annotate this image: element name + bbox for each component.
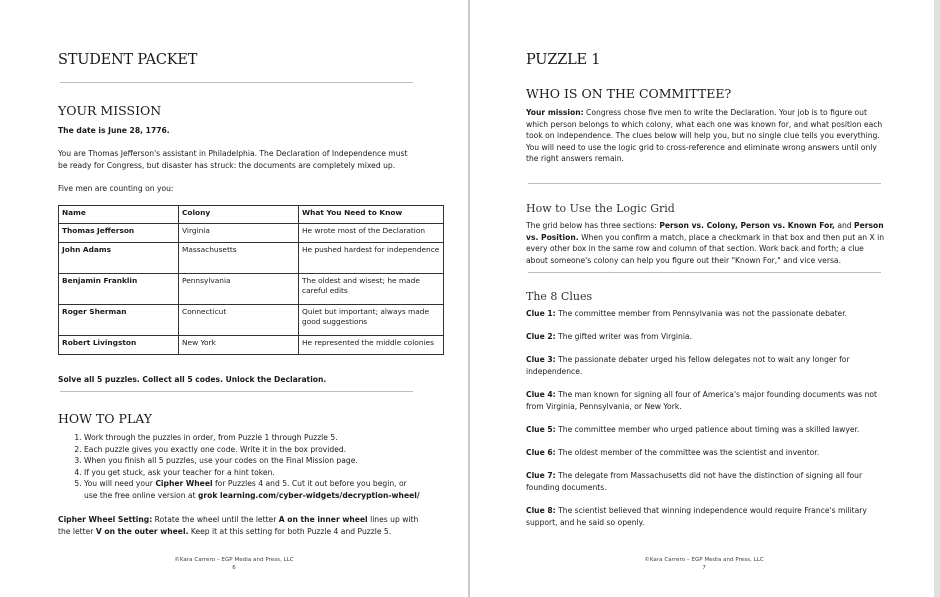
divider [60, 82, 413, 83]
list-item: 5. You will need your Cipher Wheel for Puzzles 4 and 5. Cut it out before you begin, or use the free online version at grok learning.com/cyber-widgets/decryption-wheel/ [84, 478, 420, 501]
list-item: 4. If you get stuck, ask your teacher for a hint token. [84, 467, 420, 479]
clue-3: Clue 3: The passionate debater urged his fellow delegates not to wait any longer for independence. [526, 355, 850, 376]
mission-heading: YOUR MISSION [58, 103, 162, 118]
clue-4: Clue 4: The man known for signing all four of America's major founding documents was not from Virginia, Pennsylvania, or New York. [526, 390, 878, 411]
packet-title: STUDENT PACKET [58, 52, 198, 68]
table-cell: He represented the middle colonies [299, 336, 444, 355]
howto-heading: HOW TO PLAY [58, 411, 153, 426]
table-row [59, 336, 444, 355]
clue-5: Clue 5: The committee member who urged patience about timing was a skilled lawyer. [526, 425, 860, 434]
list-item: 3. When you finish all 5 puzzles, use your codes on the Final Mission page. [84, 455, 420, 467]
clue-2: Clue 2: The gifted writer was from Virginia. [526, 332, 693, 341]
cipher-wheel-setting: Cipher Wheel Setting: Rotate the wheel until the letter A on the inner wheel lines up with the letter V on the outer wheel. Keep it at this setting for both Puzzle 4 and Puzzle 5. [58, 515, 419, 536]
table-cell: New York [179, 336, 299, 355]
clue-6: Clue 6: The oldest member of the committee was the scientist and inventor. [526, 448, 820, 457]
page-footer: ©Kara Carrero – EGP Media and Press, LLC [174, 557, 294, 563]
table-row [59, 274, 444, 305]
divider [528, 183, 881, 184]
committee-table [58, 205, 444, 355]
divider [528, 272, 881, 273]
table-row [59, 305, 444, 336]
table-cell: Pennsylvania [179, 274, 299, 305]
table-cell: Quiet but important; always made good suggestions [299, 305, 444, 336]
table-cell: Connecticut [179, 305, 299, 336]
list-item: 2. Each puzzle gives you exactly one code. Write it in the box provided. [84, 444, 420, 456]
decryption-wheel-link[interactable]: grok learning.com/cyber-widgets/decryption-wheel/ [197, 490, 420, 500]
table-cell: Benjamin Franklin [59, 274, 179, 305]
page-footer: ©Kara Carrero – EGP Media and Press, LLC [644, 557, 764, 563]
puzzle-title: PUZZLE 1 [526, 52, 601, 68]
table-cell: Virginia [179, 224, 299, 243]
clue-8: Clue 8: The scientist believed that winning independence would require France's military support, and he said so openly. [526, 506, 867, 527]
howto-steps [58, 432, 420, 502]
grid-instructions: The grid below has three sections: Person vs. Colony, Person vs. Known For, and Person vs. Position. When you confirm a match, place a checkmark in that box and then put an X in every other box in the same row and column of that section. Work back and forth; a clue about someone's colony can help you figure out their "Known For," and vice versa. [526, 221, 885, 265]
table-header: What You Need to Know [299, 206, 444, 224]
page-number: 7 [702, 565, 706, 571]
table-cell: Roger Sherman [59, 305, 179, 336]
table-row [59, 224, 444, 243]
divider [60, 391, 413, 392]
table-header: Name [59, 206, 179, 224]
mission-intro: You are Thomas Jefferson's assistant in Philadelphia. The Declaration of Independence must be ready for Congress, but disaster has struck: the documents are completely mixed up. [58, 149, 408, 170]
puzzle-subtitle: WHO IS ON THE COMMITTEE? [526, 86, 732, 101]
page-number: 6 [232, 565, 236, 571]
table-cell: Massachusetts [179, 243, 299, 274]
clue-1: Clue 1: The committee member from Pennsylvania was not the passionate debater. [526, 309, 848, 318]
table-cell: Thomas Jefferson [59, 224, 179, 243]
table-cell: The oldest and wisest; he made careful edits [299, 274, 444, 305]
page-left [0, 0, 468, 597]
puzzle-mission: Your mission: Congress chose five men to write the Declaration. Your job is to figure out which person belongs to which colony, what each one was known for, and what position each took on independence. The clues below will help you, but no single clue tells you everything. You will need to use the logic grid to cross-reference and eliminate wrong answers until only the right answers remain. [526, 108, 883, 164]
page-right [470, 0, 938, 597]
table-cell: John Adams [59, 243, 179, 274]
solve-instructions: Solve all 5 puzzles. Collect all 5 codes. Unlock the Declaration. [58, 375, 327, 384]
clues-heading: The 8 Clues [526, 290, 593, 303]
mission-date: The date is June 28, 1776. [58, 126, 170, 135]
table-row [59, 243, 444, 274]
mission-counting: Five men are counting on you: [58, 184, 174, 193]
table-cell: Robert Livingston [59, 336, 179, 355]
table-cell: He pushed hardest for independence [299, 243, 444, 274]
viewer-scrollbar[interactable] [934, 0, 940, 597]
table-header: Colony [179, 206, 299, 224]
list-item: 1. Work through the puzzles in order, from Puzzle 1 through Puzzle 5. [84, 432, 420, 444]
grid-heading: How to Use the Logic Grid [526, 202, 675, 215]
clue-7: Clue 7: The delegate from Massachusetts did not have the distinction of signing all four founding documents. [526, 471, 863, 492]
table-cell: He wrote most of the Declaration [299, 224, 444, 243]
table-header-row [59, 206, 444, 224]
